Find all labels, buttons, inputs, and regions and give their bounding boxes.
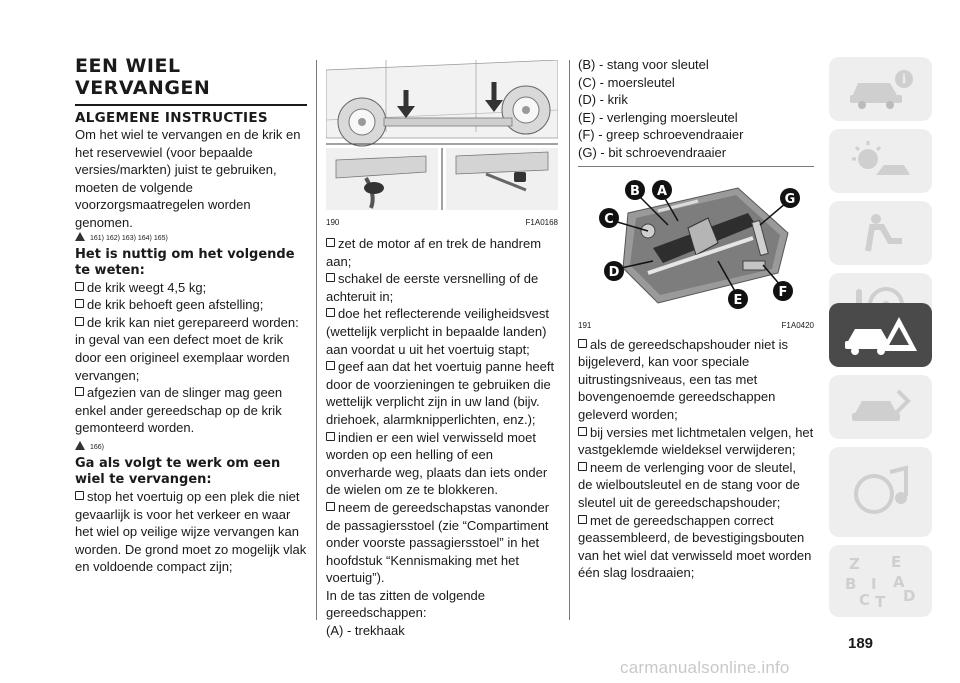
label-g: G [784, 191, 796, 207]
title-rule [75, 104, 307, 106]
media-icon [846, 462, 916, 522]
list-item-text: de krik behoeft geen afstelling; [87, 297, 264, 313]
section-heading: ALGEMENE INSTRUCTIES [75, 110, 268, 126]
label-f: F [778, 284, 788, 300]
sidebar-tab-car-info[interactable] [829, 57, 932, 121]
index-letter-b: B [844, 575, 856, 593]
checkbox-bullet-icon [75, 282, 84, 291]
airbag-seat-icon [846, 211, 916, 255]
figure-190 [326, 60, 558, 227]
label-a: A [656, 183, 668, 199]
tool-item-d: (D) - krik [578, 92, 628, 108]
list-item-text: als de gereedschapshouder niet is bijgeleverd, kan voor speciale uitrustingsniveaus, een tas met bovengenoemde gereedschappen geleverd worden; [578, 336, 789, 422]
site-watermark: carmanualsonline.info [620, 658, 790, 677]
warning-refs-1 [75, 232, 307, 245]
label-e: E [733, 292, 743, 308]
checkbox-bullet-icon [578, 339, 587, 348]
list-item [326, 305, 558, 358]
list-item [75, 314, 307, 384]
warning-icon [75, 441, 85, 450]
figure-caption [326, 218, 558, 227]
column-3 [578, 56, 814, 582]
figure-top-rule [578, 166, 814, 167]
list-item-text: geef aan dat het voertuig panne heeft door de voorzieningen te gebruiken die wettelijk verplicht zijn in uw land (bijv. driehoek, alarmknipperlichten, enz.); [326, 359, 555, 427]
van-jack-point-illustration [326, 60, 558, 210]
list-item [75, 296, 307, 314]
checkbox-bullet-icon [326, 308, 335, 317]
chapter-title-line1: EEN WIEL [75, 55, 181, 77]
svg-text:i: i [901, 72, 906, 86]
list-item-text: neem de verlenging voor de sleutel, de wielboutsleutel en de stang voor de sleutel uit de gereedschapshouder; [578, 459, 800, 510]
sidebar-tab-dashboard[interactable] [829, 129, 932, 193]
checkbox-bullet-icon [75, 491, 84, 500]
tool-item-f: (F) - greep schroevendraaier [578, 127, 744, 143]
index-letter-d: D [902, 587, 915, 605]
index-letter-c: C [858, 591, 870, 609]
checkbox-bullet-icon [75, 299, 84, 308]
subheading-procedure: Ga als volgt te werk om een wiel te vervangen: [75, 455, 281, 487]
figure-caption [578, 321, 814, 330]
checkbox-bullet-icon [326, 238, 335, 247]
warning-refs-text: 166) [90, 443, 105, 451]
tool-item-c: (C) - moersleutel [578, 74, 675, 90]
sidebar-tab-maintenance[interactable] [829, 375, 932, 439]
list-item [326, 429, 558, 499]
index-letter-e: E [890, 553, 901, 571]
list-item-text: neem de gereedschapstas vanonder de passagiersstoel (zie “Compartiment onder voorste passagiersstoel” in het hoofdstuk “Kennismaking met het voertuig”). [326, 499, 550, 586]
figure-code: F1A0420 [781, 320, 814, 330]
list-item [326, 235, 558, 270]
list-item-text: bij versies met lichtmetalen velgen, het vastgeklemde wieldeksel verwijderen; [578, 424, 814, 458]
column-2 [326, 60, 558, 640]
sidebar-tab-emergency[interactable] [829, 303, 932, 367]
figure-code: F1A0168 [525, 218, 558, 227]
label-b: B [630, 183, 640, 199]
tool-item-e: (E) - verlenging moersleutel [578, 109, 738, 125]
list-item [326, 358, 558, 428]
checkbox-bullet-icon [578, 462, 587, 471]
index-letter-z: Z [848, 555, 860, 573]
checkbox-bullet-icon [75, 317, 84, 326]
subheading-useful: Het is nuttig om het volgende te weten: [75, 246, 295, 278]
tool-item-g: (G) - bit schroevendraaier [578, 144, 727, 160]
page-number: 189 [848, 635, 874, 652]
list-item-text: de krik kan niet gerepareerd worden: in geval van een defect moet de krik door een origineel exemplaar worden vervangen; [75, 314, 299, 383]
checkbox-bullet-icon [326, 502, 335, 511]
column-divider [569, 60, 570, 620]
tool-item-b: (B) - stang voor sleutel [578, 57, 709, 72]
car-info-icon [846, 67, 916, 111]
column-divider [316, 60, 317, 620]
checkbox-bullet-icon [326, 273, 335, 282]
list-item [75, 384, 307, 437]
list-item-text: met de gereedschappen correct geassembleerd, de bevestigingsbouten van het wiel dat verwisseld moet worden één slag losdraaien; [578, 512, 812, 581]
list-item [578, 512, 814, 582]
index-letter-a: A [892, 573, 905, 591]
tool-item-a: (A) - trekhaak [326, 623, 405, 639]
warning-icon [75, 232, 85, 241]
list-item-text: indien er een wiel verwisseld moet worden op een helling of een onverharde weg, plaats dan iets onder de wielen om ze te blokkeren. [326, 429, 548, 498]
warning-refs-text: 161) 162) 163) 164) 165) [90, 234, 168, 242]
alphabet-index-icon [841, 551, 921, 611]
list-item [578, 424, 814, 459]
list-item [578, 459, 814, 512]
sidebar-tab-multimedia[interactable] [829, 447, 932, 537]
chapter-title-line2: VERVANGEN [75, 77, 211, 99]
list-item [75, 488, 307, 576]
list-item [326, 499, 558, 587]
checkbox-bullet-icon [326, 361, 335, 370]
label-d: D [608, 264, 620, 280]
figure-191 [578, 173, 814, 330]
column-1 [75, 48, 307, 576]
list-item [326, 270, 558, 305]
car-service-icon [846, 385, 916, 429]
checkbox-bullet-icon [326, 432, 335, 441]
index-letter-t: T [874, 593, 885, 611]
label-c: C [604, 211, 614, 227]
checkbox-bullet-icon [578, 515, 587, 524]
sidebar-tab-index[interactable] [829, 545, 932, 617]
sidebar-tab-safety[interactable] [829, 201, 932, 265]
warning-refs-2 [75, 441, 307, 454]
figure-number: 191 [578, 320, 592, 330]
toolkit-illustration [578, 173, 814, 313]
list-item-text: stop het voertuig op een plek die niet gevaarlijk is voor het verkeer en waar het wiel op veilige wijze vervangen kan worden. De grond moet zo mogelijk vlak en voldoende compact zijn; [75, 488, 307, 575]
list-item-text: schakel de eerste versnelling of de achteruit in; [326, 271, 539, 304]
checkbox-bullet-icon [578, 427, 587, 436]
dashboard-lights-icon [846, 139, 916, 183]
car-emergency-icon [841, 313, 921, 357]
intro-paragraph: Om het wiel te vervangen en de krik en het reservewiel (voor bepaalde versies/markten) juist te gebruiken, moeten de volgende voorzorgsmaatregelen worden genomen. [75, 127, 301, 230]
index-letter-i: I [870, 575, 877, 593]
list-item [578, 336, 814, 424]
list-item-text: de krik weegt 4,5 kg; [87, 279, 207, 295]
figure-number: 190 [326, 218, 340, 227]
checkbox-bullet-icon [75, 387, 84, 396]
list-item-text: afgezien van de slinger mag geen enkel ander gereedschap op de krik gemonteerd worden. [75, 385, 283, 436]
list-item [75, 279, 307, 297]
list-item-text: zet de motor af en trek de handrem aan; [326, 236, 542, 269]
tools-intro: In de tas zitten de volgende gereedschappen: [326, 587, 486, 621]
list-item-text: doe het reflecterende veiligheidsvest (wettelijk verplicht in bepaalde landen) aan voordat u uit het voertuig stapt; [326, 306, 550, 357]
